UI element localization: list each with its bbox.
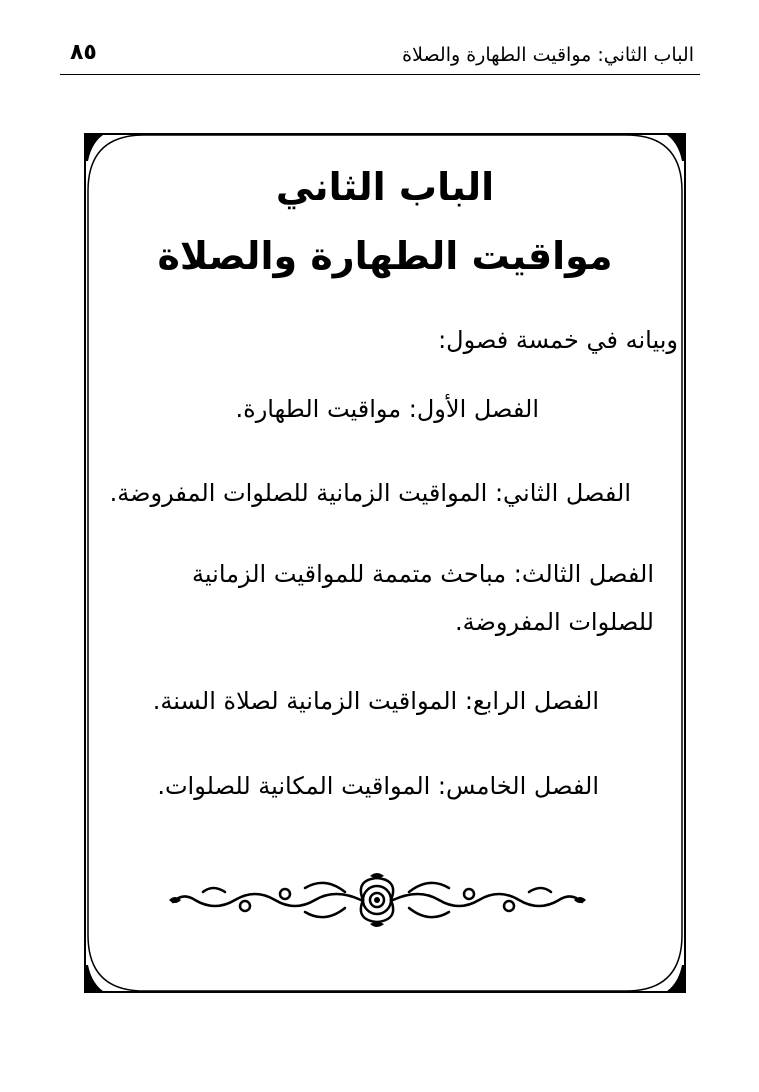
running-header bbox=[60, 38, 700, 75]
chapter-title: مواقيت الطهارة والصلاة bbox=[157, 234, 613, 278]
section-2: الفصل الثاني: المواقيت الزمانية للصلوات المفروضة. bbox=[109, 479, 631, 507]
running-header-title: الباب الثاني: مواقيت الطهارة والصلاة bbox=[402, 44, 694, 66]
chapter-label: الباب الثاني bbox=[275, 165, 495, 209]
ornament-divider-icon bbox=[165, 870, 590, 930]
section-3: الفصل الثالث: مباحث متممة للمواقيت الزمانية للصلوات المفروضة. bbox=[192, 560, 654, 636]
section-1: الفصل الأول: مواقيت الطهارة. bbox=[235, 395, 539, 423]
intro-text: وبيانه في خمسة فصول: bbox=[438, 326, 678, 354]
section-4: الفصل الرابع: المواقيت الزمانية لصلاة السنة. bbox=[152, 687, 599, 715]
page-number: ٨٥ bbox=[70, 40, 97, 65]
section-5: الفصل الخامس: المواقيت المكانية للصلوات. bbox=[157, 772, 599, 800]
